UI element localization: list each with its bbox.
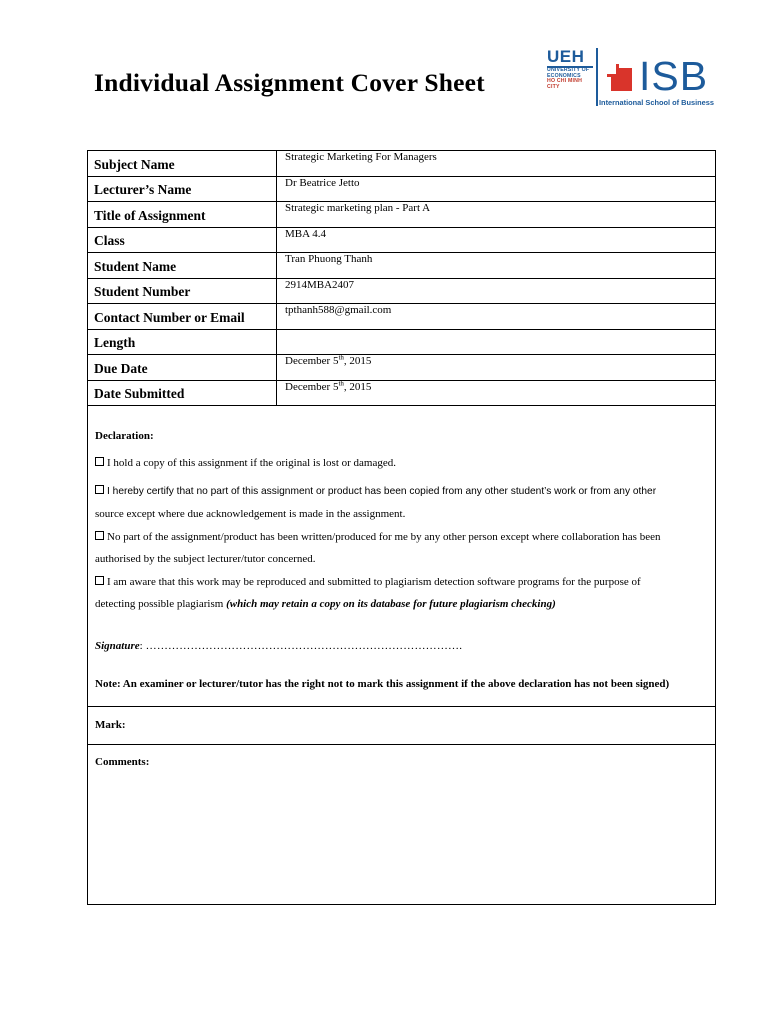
field-label: Title of Assignment [88, 202, 277, 227]
declaration-text: I hold a copy of this assignment if the original is lost or damaged. [107, 457, 397, 469]
signature-colon: : [139, 640, 143, 652]
field-label: Due Date [88, 355, 277, 380]
field-row-student-name [88, 253, 715, 279]
declaration-text-cont: authorised by the subject lecturer/tutor concerned. [95, 553, 316, 565]
declaration-text-cont: source except where due acknowledgement is made in the assignment. [95, 508, 406, 520]
field-value[interactable] [277, 330, 715, 355]
declaration-emphasis: (which may retain a copy on its database for future plagiarism checking) [226, 598, 556, 610]
field-row-class [88, 228, 715, 254]
field-label: Lecturer’s Name [88, 177, 277, 202]
declaration-item-plagiarism [95, 571, 705, 615]
field-row-contact [88, 304, 715, 330]
date-year: , 2015 [343, 380, 372, 393]
ueh-wordmark: UEH [547, 47, 585, 66]
declaration-text: I am aware that this work may be reproduced and submitted to plagiarism detection software programs for the purpose of [107, 576, 641, 588]
field-value[interactable]: MBA 4.4 [285, 227, 326, 240]
date-year: , 2015 [343, 355, 372, 367]
ueh-isb-logo [545, 48, 715, 108]
cover-sheet-form [87, 150, 716, 905]
field-label: Student Number [88, 279, 277, 304]
logo-divider [596, 48, 598, 106]
field-row-lecturer-name [88, 177, 715, 203]
declaration-item-no-part [95, 526, 705, 570]
mark-label: Mark: [95, 719, 126, 731]
field-value[interactable]: 2914MBA2407 [285, 278, 355, 291]
page-title: Individual Assignment Cover Sheet [94, 68, 485, 97]
declaration-text-cont: detecting possible plagiarism [95, 598, 227, 610]
date-ordinal: th [338, 378, 344, 387]
comments-section[interactable] [88, 745, 715, 895]
declaration-note: Note: An examiner or lecturer/tutor has the right not to mark this assignment if the above declaration has not been signed) [95, 678, 670, 690]
ueh-line-3: HO CHI MINH CITY [547, 78, 583, 90]
ueh-line-2: ECONOMICS [547, 72, 581, 79]
checkbox-icon[interactable] [95, 576, 104, 585]
isb-wordmark: ISB [639, 53, 709, 99]
field-row-length [88, 330, 715, 356]
field-label: Date Submitted [88, 381, 277, 406]
field-value[interactable]: Dr Beatrice Jetto [285, 176, 360, 189]
isb-square-icon [607, 64, 632, 91]
field-value[interactable] [277, 378, 715, 406]
declaration-item-certify [95, 480, 705, 525]
declaration-section [88, 406, 715, 707]
signature-dots: …………………………………………………………………………. [142, 640, 463, 652]
field-label: Length [88, 330, 277, 355]
field-value[interactable]: Strategic Marketing For Managers [285, 151, 437, 163]
field-label: Contact Number or Email [88, 304, 277, 329]
declaration-title: Declaration: [95, 430, 154, 442]
checkbox-icon[interactable] [95, 531, 104, 540]
field-row-title-of-assignment [88, 202, 715, 228]
declaration-item-copy [95, 452, 705, 474]
field-row-student-number [88, 279, 715, 305]
isb-subtitle: International School of Business [599, 98, 714, 107]
declaration-text: I hereby certify that no part of this assignment or product has been copied from any other student’s work or from any other [107, 486, 657, 497]
signature-label: Signature [95, 640, 140, 652]
field-value[interactable]: tpthanh588@gmail.com [285, 304, 392, 316]
ueh-logo [547, 48, 595, 90]
field-row-date-submitted [88, 378, 715, 407]
field-row-due-date [88, 355, 715, 381]
date-text: December 5 [285, 380, 339, 393]
checkbox-icon[interactable] [95, 457, 104, 466]
checkbox-icon[interactable] [95, 485, 104, 494]
mark-section[interactable] [88, 707, 715, 745]
field-value[interactable] [277, 355, 715, 380]
field-label: Student Name [88, 253, 277, 278]
comments-label: Comments: [95, 756, 150, 768]
date-ordinal: th [338, 353, 344, 362]
field-value[interactable]: Tran Phuong Thanh [285, 253, 373, 265]
date-text: December 5 [285, 355, 339, 367]
ueh-line-1: UNIVERSITY OF [547, 67, 590, 73]
field-row-subject-name [88, 151, 715, 177]
field-label: Class [88, 228, 277, 253]
field-label: Subject Name [88, 151, 277, 176]
declaration-text: No part of the assignment/product has been written/produced for me by any other person except where collaboration has been [107, 531, 661, 543]
field-value[interactable]: Strategic marketing plan - Part A [285, 202, 431, 214]
signature-line[interactable] [95, 640, 462, 652]
